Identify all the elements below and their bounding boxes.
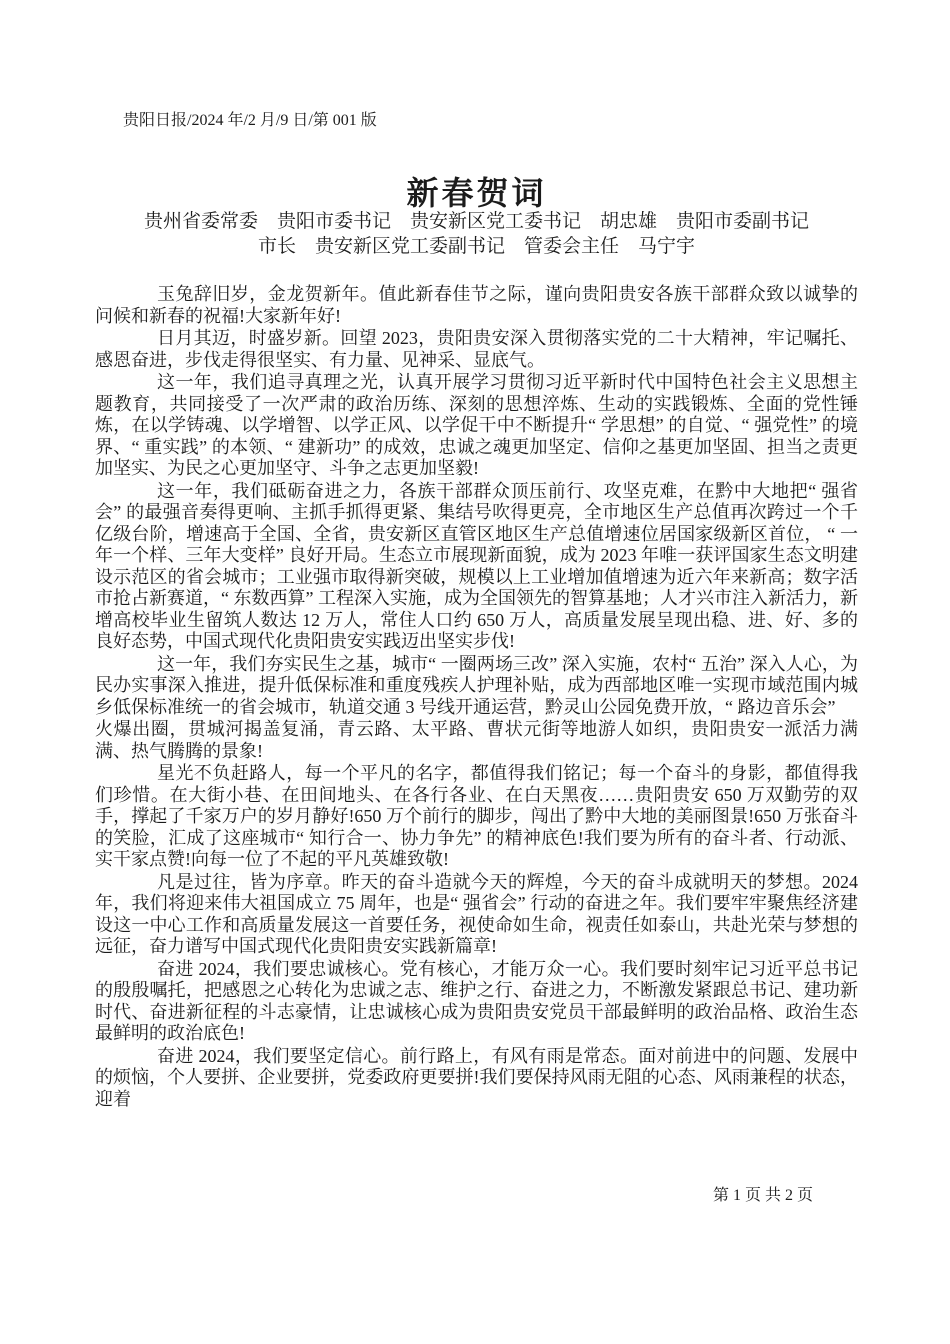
paragraph-5: 这一年，我们夯实民生之基，城市“ 一圈两场三改” 深入实施，农村“ 五治” 深入人心，为民办实事深入推进，提升低保标准和重度残疾人护理补贴，成为西部地区唯一实现市域范围内城乡低保标准统一的省会城市，轨道交通 3 号线开通运营，黔灵山公园免费开放，“ 路边音乐会” [95,653,858,717]
page-number: 第 1 页 共 2 页 [712,1187,813,1204]
paragraph-3: 这一年，我们追寻真理之光，认真开展学习贯彻习近平新时代中国特色社会主义思想主题教育，共同接受了一次严肃的政治历练、深刻的思想淬炼、生动的实践锻炼、全面的党性锤炼，在以学铸魂、以学增智、以学正风、以学促干中不断提升“ 学思想” 的自觉、“ 强党性” 的境界、“ 重实践” 的本领、“ 建新功” 的成效，忠诚之魂更加坚定、信仰之基更加坚固、担当之责更加坚实、为民之心更加坚守、斗争之志更加坚毅! [95,372,858,478]
masthead: 贵阳日报/2024 年/2 月/9 日/第 001 版 [123,112,377,129]
article-title: 新春贺词 [406,175,547,212]
paragraph-1: 玉兔辞旧岁，金龙贺新年。值此新春佳节之际，谨向贵阳贵安各族干部群众致以诚挚的问候和新春的祝福!大家新年好! [95,284,858,326]
paragraph-2: 日月其迈，时盛岁新。回望 2023，贵阳贵安深入贯彻落实党的二十大精神，牢记嘱托、感恩奋进，步伐走得很坚实、有力量、见神采、显底气。 [95,328,858,370]
paragraph-9: 奋进 2024，我们要忠诚核心。党有核心，才能万众一心。我们要时刻牢记习近平总书记的殷殷嘱托，把感恩之心转化为忠诚之志、维护之行、奋进之力，不断激发紧跟总书记、建功新时代、奋进新征程的斗志豪情，让忠诚核心成为贵阳贵安党员干部最鲜明的政治品格、政治生态最鲜明的政治底色! [95,958,858,1043]
byline-line-1: 贵州省委常委 贵阳市委书记 贵安新区党工委书记 胡忠雄 贵阳市委副书记 [143,211,809,232]
byline-line-2: 市长 贵安新区党工委副书记 管委会主任 马宁宇 [257,236,695,257]
paragraph-10: 奋进 2024，我们要坚定信心。前行路上，有风有雨是常态。面对前进中的问题、发展中的烦恼，个人要拼、企业要拼，党委政府更要拼!我们要保持风雨无阻的心态、风雨兼程的状态，迎着 [95,1045,858,1109]
paragraph-7: 星光不负赶路人，每一个平凡的名字，都值得我们铭记；每一个奋斗的身影，都值得我们珍惜。在大街小巷、在田间地头、在各行各业、在白天黑夜……贵阳贵安 650 万双勤劳的双手，撑起了千家万户的岁月静好!650 万个前行的脚步，闯出了黔中大地的美丽图景!650 万张奋斗的笑脸，汇成了这座城市“ 知行合一、协力争先” 的精神底色!我们要为所有的奋斗者、行动派、实干家点赞!向每一位了不起的平凡英雄致敬! [95,763,858,869]
byline [95,209,858,259]
article-body [95,284,858,1111]
paragraph-8: 凡是过往，皆为序章。昨天的奋斗造就今天的辉煌，今天的奋斗成就明天的梦想。2024 年，我们将迎来伟大祖国成立 75 周年，也是“ 强省会” 行动的奋进之年。我们要牢牢聚焦经济建设这一中心工作和高质量发展这一首要任务，视使命如生命，视责任如泰山，共赴光荣与梦想的远征，奋力谱写中国式现代化贵阳贵安实践新篇章! [95,871,858,956]
paragraph-4: 这一年，我们砥砺奋进之力，各族干部群众顶压前行、攻坚克难，在黔中大地把“ 强省会” 的最强音奏得更响、主抓手抓得更紧、集结号吹得更亮，全市地区生产总值再次跨过一个千亿级台阶，增速高于全国、全省，贵安新区直管区地区生产总值增速位居国家级新区首位， “ 一年一个样、三年大变样” 良好开局。生态立市展现新面貌，成为 2023 年唯一获评国家生态文明建设示范区的省会城市；工业强市取得新突破，规模以上工业增加值增速为近六年来新高；数字活市抢占新赛道，“ 东数西算” 工程深入实施，成为全国领先的智算基地；人才兴市注入新活力，新增高校毕业生留筑人数达 12 万人，常住人口约 650 万人，高质量发展呈现出稳、进、好、多的良好态势，中国式现代化贵阳贵安实践迈出坚实步伐! [95,480,858,651]
paragraph-6: 火爆出圈，贯城河揭盖复涌，青云路、太平路、曹状元街等地游人如织，贵阳贵安一派活力满满、热气腾腾的景象! [95,719,858,761]
